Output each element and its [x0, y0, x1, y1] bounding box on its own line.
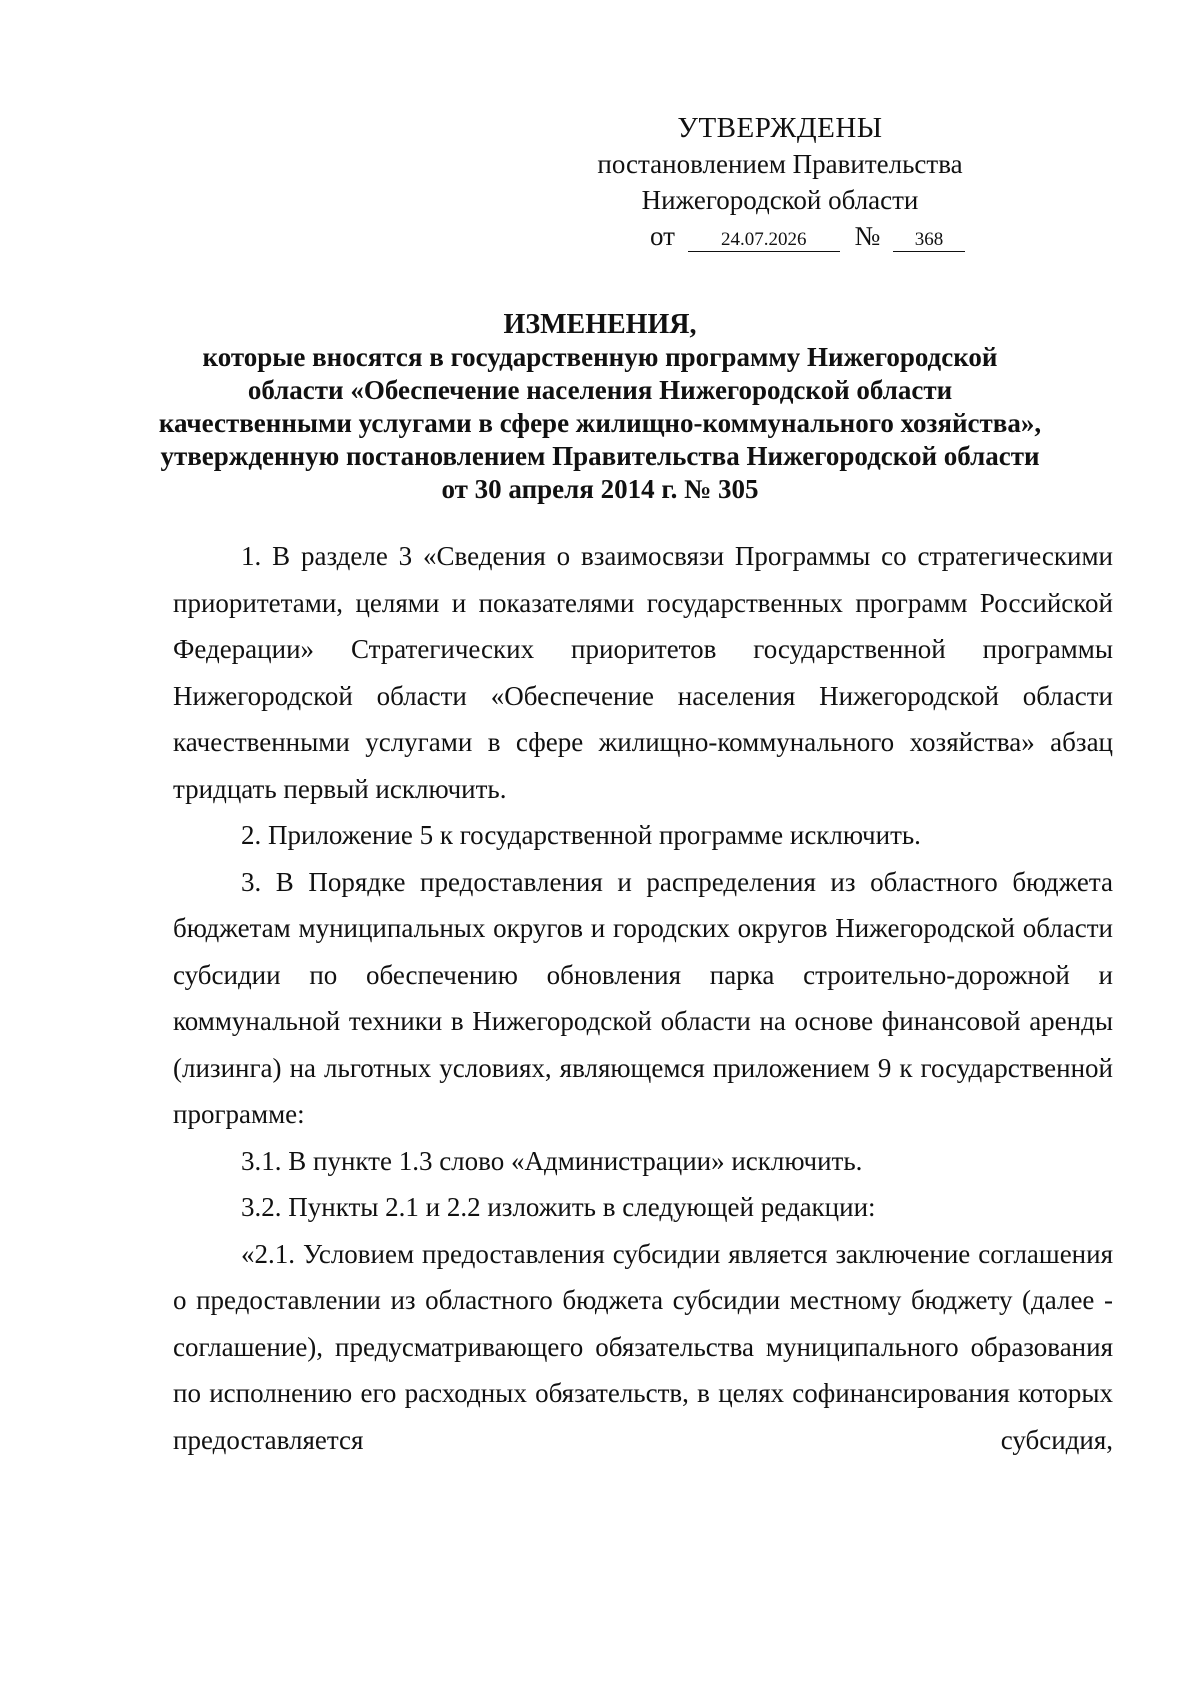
- paragraph-3-2: 3.2. Пункты 2.1 и 2.2 изложить в следующей редакции:: [241, 1192, 876, 1222]
- heading-line: утвержденную постановлением Правительства Нижегородской области: [160, 441, 1040, 471]
- approval-date: 24.07.2026: [688, 229, 840, 252]
- approval-date-line: [570, 218, 990, 254]
- paragraph-1: 1. В разделе 3 «Сведения о взаимосвязи Программы со стратегическими приоритетами, целями и показателями государственных программ Российской Федерации» Стратегических приоритетов государственной программы Нижегородской области «Обеспечение населения Нижегородской области качественными услугами в сфере жилищно-коммунального хозяйства» абзац тридцать первый исключить.: [173, 541, 1113, 804]
- document-heading: [150, 308, 1050, 506]
- paragraph-3: 3. В Порядке предоставления и распределения из областного бюджета бюджетам муниципальных округов и городских округов Нижегородской области субсидии по обеспечению обновления парка строительно-дорожной и коммунальной техники в Нижегородской области на основе финансовой аренды (лизинга) на льготных условиях, являющемся приложением 9 к государственной программе:: [173, 866, 1113, 1129]
- heading-line: от 30 апреля 2014 г. № 305: [441, 474, 759, 504]
- paragraph-2: 2. Приложение 5 к государственной программе исключить.: [241, 820, 921, 850]
- approval-line-2: Нижегородской области: [641, 185, 919, 215]
- approval-line-1: постановлением Правительства: [597, 149, 963, 179]
- approval-number: 368: [893, 229, 965, 252]
- approval-block: [570, 110, 990, 254]
- approval-title: УТВЕРЖДЕНЫ: [677, 112, 883, 144]
- heading-title: ИЗМЕНЕНИЯ,: [503, 309, 697, 340]
- document-body: [173, 533, 1113, 1463]
- number-sign: №: [854, 221, 881, 251]
- heading-line: области «Обеспечение населения Нижегородской области: [247, 375, 953, 405]
- heading-line: качественными услугами в сфере жилищно-коммунального хозяйства»,: [158, 408, 1042, 438]
- paragraph-2-1-quote: «2.1. Условием предоставления субсидии является заключение соглашения о предоставлении из областного бюджета субсидии местному бюджету (далее - соглашение), предусматривающего обязательства муниципального образования по исполнению его расходных обязательств, в целях софинансирования которых предоставляется субсидия,: [173, 1238, 1113, 1455]
- paragraph-3-1: 3.1. В пункте 1.3 слово «Администрации» исключить.: [241, 1145, 863, 1176]
- date-prefix: от: [650, 221, 675, 251]
- heading-line: которые вносятся в государственную программу Нижегородской: [202, 342, 998, 372]
